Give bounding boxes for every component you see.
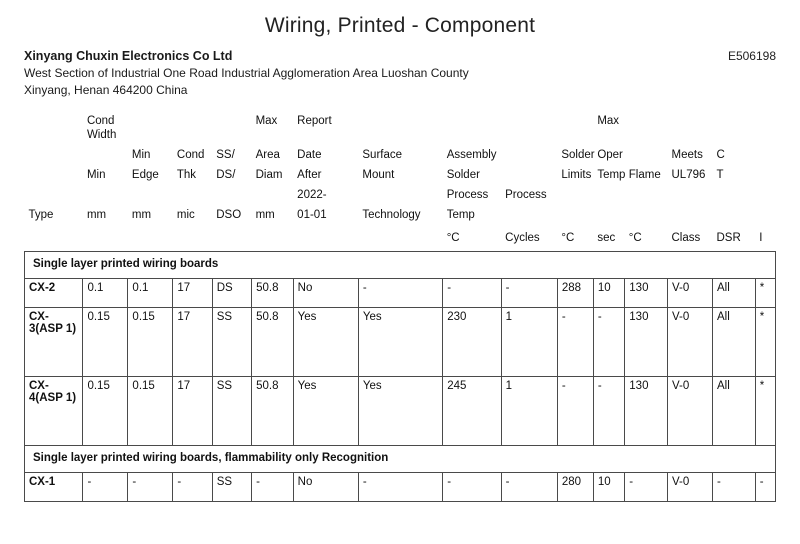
header-cell: Date <box>297 149 322 161</box>
cell-max-oper-temp: 130 <box>625 308 668 377</box>
header-row-2 <box>25 145 776 165</box>
header-cell <box>712 111 755 145</box>
company-address-line-2: Xinyang, Henan 464200 China <box>24 83 188 97</box>
cell-type: CX-1 <box>25 473 83 502</box>
header-cell <box>128 228 173 252</box>
header-cell: DS/ <box>216 169 236 181</box>
page-title: Wiring, Printed - Component <box>264 14 536 37</box>
header-cell <box>755 165 775 185</box>
header-cell: Class <box>671 232 701 244</box>
header-cell <box>712 205 755 228</box>
header-cell: Max <box>597 115 620 127</box>
cell-flame-class: V-0 <box>668 473 713 502</box>
table-row <box>25 279 776 308</box>
table-section-header <box>25 252 776 279</box>
header-cell: Cond Width <box>86 115 117 141</box>
header-cell <box>625 145 668 165</box>
header-cell: Solder <box>446 169 480 181</box>
header-row-4 <box>25 185 776 205</box>
header-cell <box>128 185 173 205</box>
header-cell: sec <box>597 232 616 244</box>
cell-meets-ul796: - <box>712 473 755 502</box>
header-cell: mm <box>255 209 275 221</box>
header-cell <box>625 185 668 205</box>
header-cell: Temp <box>446 209 475 221</box>
cell-report-date: No <box>293 279 358 308</box>
header-cell: °C <box>446 232 460 244</box>
cell-assembly-temp: - <box>443 473 501 502</box>
cell-max-area-diam: 50.8 <box>252 308 294 377</box>
cell-meets-ul796: All <box>712 308 755 377</box>
header-cell: Diam <box>255 169 283 181</box>
cell-solder-limit-c: - <box>557 308 593 377</box>
header-cell: Technology <box>362 209 421 221</box>
cell-cond-thk: 17 <box>173 279 212 308</box>
header-cell <box>501 165 557 185</box>
cell-cti: * <box>755 279 775 308</box>
cell-min-width: 0.15 <box>83 308 128 377</box>
header-cell: Meets <box>671 149 703 161</box>
header-cell <box>25 111 83 145</box>
cell-max-area-diam: 50.8 <box>252 377 294 446</box>
component-ratings-table <box>24 111 776 502</box>
header-cell: Edge <box>131 169 159 181</box>
cell-min-edge: 0.1 <box>128 279 173 308</box>
cell-solder-limit-sec: - <box>593 377 624 446</box>
cell-cti: - <box>755 473 775 502</box>
header-cell: Report <box>297 115 332 127</box>
cell-max-oper-temp: - <box>625 473 668 502</box>
header-cell: Thk <box>176 169 197 181</box>
header-cell: I <box>759 232 763 244</box>
header-cell <box>25 185 83 205</box>
cell-meets-ul796: All <box>712 279 755 308</box>
section-label: Single layer printed wiring boards <box>25 252 776 279</box>
header-cell <box>252 228 294 252</box>
header-cell: Assembly <box>446 149 497 161</box>
cell-max-oper-temp: 130 <box>625 279 668 308</box>
cell-surface-mount: Yes <box>358 377 442 446</box>
header-cell <box>212 111 251 145</box>
cell-solder-limit-sec: - <box>593 308 624 377</box>
header-cell: °C <box>561 232 575 244</box>
cell-solder-limit-c: - <box>557 377 593 446</box>
header-cell: mm <box>131 209 152 221</box>
header-cell <box>212 185 251 205</box>
table-row <box>25 377 776 446</box>
cell-surface-mount: - <box>358 473 442 502</box>
cell-cti: * <box>755 377 775 446</box>
header-cell <box>668 185 713 205</box>
cell-process-cycles: - <box>501 473 557 502</box>
cell-flame-class: V-0 <box>668 308 713 377</box>
header-cell <box>625 205 668 228</box>
header-cell <box>25 228 83 252</box>
cell-ss-ds-dso: SS <box>212 308 251 377</box>
cell-cond-thk: 17 <box>173 308 212 377</box>
header-cell <box>83 185 128 205</box>
header-cell: Max <box>255 115 278 127</box>
header-row-3 <box>25 165 776 185</box>
header-cell <box>83 145 128 165</box>
header-cell <box>212 228 251 252</box>
cell-assembly-temp: - <box>443 279 501 308</box>
header-cell <box>501 111 557 145</box>
header-cell <box>501 145 557 165</box>
header-cell: C <box>716 149 725 161</box>
cell-solder-limit-c: 280 <box>557 473 593 502</box>
table-body <box>25 252 776 502</box>
section-label: Single layer printed wiring boards, flammability only Recognition <box>25 446 776 473</box>
header-cell: mm <box>86 209 107 221</box>
header-cell: Process <box>505 189 547 201</box>
cell-ss-ds-dso: SS <box>212 473 251 502</box>
header-cell: Cycles <box>505 232 540 244</box>
header-cell: °C <box>628 232 642 244</box>
header-cell <box>593 185 624 205</box>
table-row <box>25 308 776 377</box>
cell-cond-thk: - <box>173 473 212 502</box>
cell-min-width: 0.1 <box>83 279 128 308</box>
file-number: E506198 <box>727 49 776 63</box>
header-cell <box>557 205 593 228</box>
cell-cti: * <box>755 308 775 377</box>
cell-solder-limit-sec: 10 <box>593 279 624 308</box>
cell-max-oper-temp: 130 <box>625 377 668 446</box>
header-cell <box>293 228 358 252</box>
header-cell: Type <box>28 209 54 221</box>
table-section-header <box>25 446 776 473</box>
cell-max-area-diam: - <box>252 473 294 502</box>
cell-flame-class: V-0 <box>668 377 713 446</box>
cell-ss-ds-dso: DS <box>212 279 251 308</box>
company-address-line-1: West Section of Industrial One Road Industrial Agglomeration Area Luoshan County <box>24 66 469 80</box>
cell-process-cycles: 1 <box>501 377 557 446</box>
header-cell <box>755 185 775 205</box>
cell-min-edge: 0.15 <box>128 377 173 446</box>
header-cell <box>358 228 442 252</box>
header-cell <box>593 205 624 228</box>
header-cell <box>755 205 775 228</box>
header-cell <box>83 228 128 252</box>
header-cell <box>755 145 775 165</box>
header-cell: Limits <box>561 169 592 181</box>
header-cell: Oper <box>597 149 623 161</box>
header-cell <box>443 111 501 145</box>
company-name: Xinyang Chuxin Electronics Co Ltd <box>24 49 233 63</box>
cell-max-area-diam: 50.8 <box>252 279 294 308</box>
cell-report-date: No <box>293 473 358 502</box>
header-cell: DSO <box>216 209 242 221</box>
header-cell <box>557 111 593 145</box>
header-cell <box>668 205 713 228</box>
header-cell: Min <box>131 149 151 161</box>
header-row-5 <box>25 205 776 228</box>
header-cell: Mount <box>362 169 395 181</box>
cell-flame-class: V-0 <box>668 279 713 308</box>
header-cell <box>501 205 557 228</box>
header-cell <box>173 111 212 145</box>
header-cell <box>173 185 212 205</box>
cell-process-cycles: - <box>501 279 557 308</box>
header-cell: Process <box>446 189 489 201</box>
header-cell: T <box>716 169 724 181</box>
cell-min-edge: 0.15 <box>128 308 173 377</box>
header-cell: 01-01 <box>297 209 327 221</box>
cell-cond-thk: 17 <box>173 377 212 446</box>
cell-meets-ul796: All <box>712 377 755 446</box>
cell-min-edge: - <box>128 473 173 502</box>
cell-assembly-temp: 230 <box>443 308 501 377</box>
header-cell: Area <box>255 149 280 161</box>
header-cell <box>625 111 668 145</box>
cell-surface-mount: Yes <box>358 308 442 377</box>
header-cell: After <box>297 169 322 181</box>
cell-solder-limit-sec: 10 <box>593 473 624 502</box>
cell-solder-limit-c: 288 <box>557 279 593 308</box>
header-cell: Min <box>86 169 106 181</box>
table-header <box>25 111 776 252</box>
cell-assembly-temp: 245 <box>443 377 501 446</box>
header-cell <box>557 185 593 205</box>
header-cell: Surface <box>362 149 403 161</box>
cell-type: CX-4(ASP 1) <box>25 377 83 446</box>
cell-type: CX-2 <box>25 279 83 308</box>
table-row <box>25 473 776 502</box>
header-cell: Flame <box>628 169 661 181</box>
cell-process-cycles: 1 <box>501 308 557 377</box>
cell-ss-ds-dso: SS <box>212 377 251 446</box>
header-cell <box>128 111 173 145</box>
company-block <box>24 48 776 99</box>
cell-report-date: Yes <box>293 377 358 446</box>
header-cell <box>25 165 83 185</box>
cell-surface-mount: - <box>358 279 442 308</box>
header-cell <box>252 185 294 205</box>
header-cell: Cond <box>176 149 205 161</box>
header-cell <box>358 111 442 145</box>
header-cell <box>25 145 83 165</box>
header-cell: UL796 <box>671 169 706 181</box>
header-cell <box>755 111 775 145</box>
header-cell <box>358 185 442 205</box>
header-cell: Solder <box>561 149 595 161</box>
cell-min-width: - <box>83 473 128 502</box>
header-cell <box>712 185 755 205</box>
header-cell <box>173 228 212 252</box>
cell-min-width: 0.15 <box>83 377 128 446</box>
header-row-1 <box>25 111 776 145</box>
header-cell: 2022- <box>297 189 327 201</box>
header-cell <box>668 111 713 145</box>
header-cell: SS/ <box>216 149 235 161</box>
cell-type: CX-3(ASP 1) <box>25 308 83 377</box>
header-row-6 <box>25 228 776 252</box>
header-cell: mic <box>176 209 195 221</box>
header-cell: DSR <box>716 232 741 244</box>
header-cell: Temp <box>597 169 626 181</box>
cell-report-date: Yes <box>293 308 358 377</box>
